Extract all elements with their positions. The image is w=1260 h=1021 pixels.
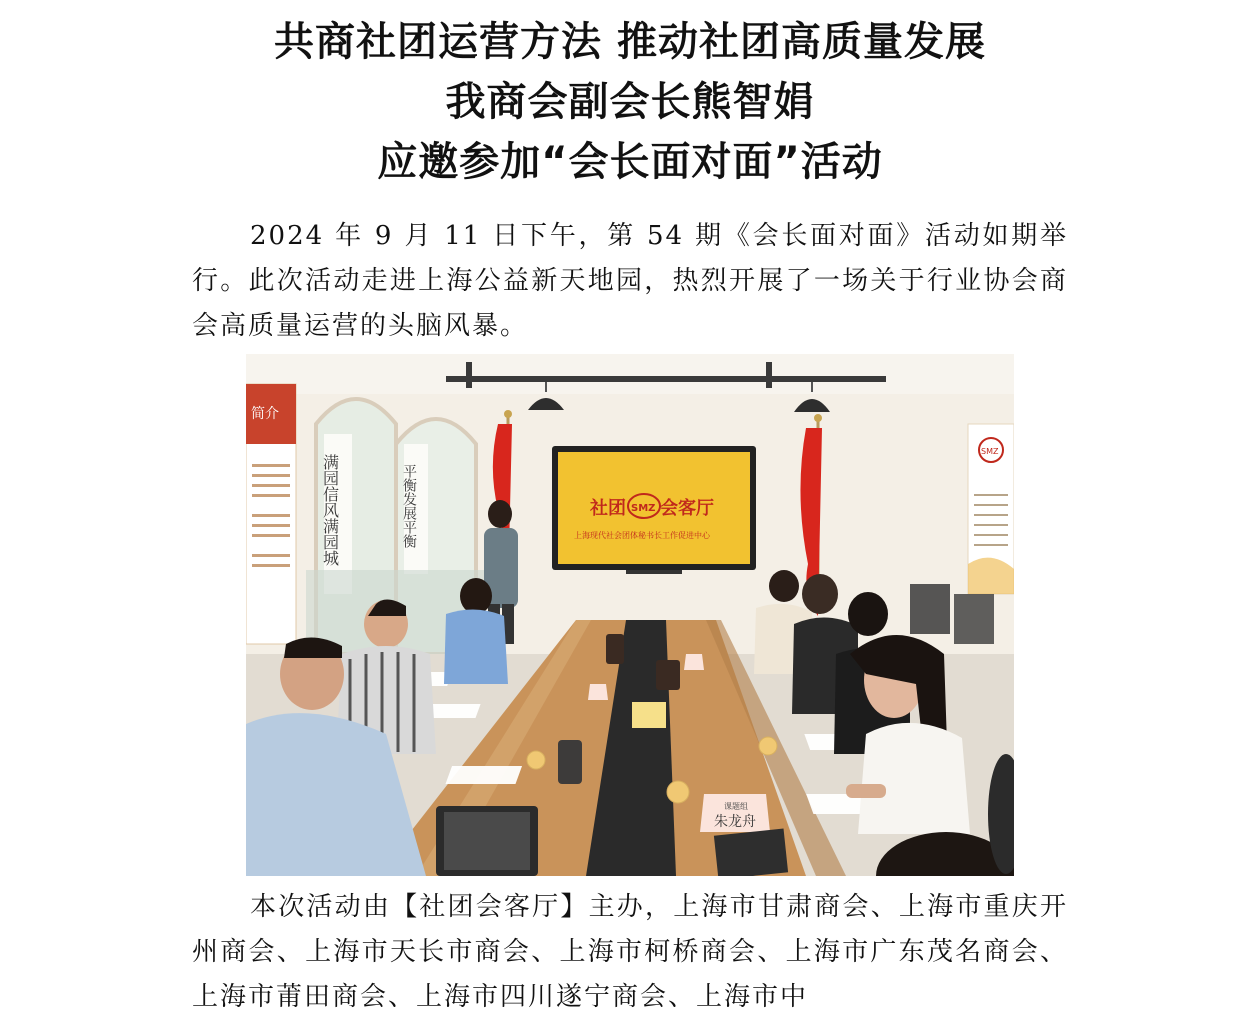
screen-title-right: 会客厅	[660, 498, 714, 519]
tv-screen	[552, 446, 756, 574]
wall-calligraphy-1: 满园信风满园城	[320, 454, 340, 566]
wall-panel-right-logo: SMZ	[981, 447, 999, 456]
headline-line-3: 应邀参加“会长面对面”活动	[377, 139, 883, 185]
headline-line-1: 共商社团运营方法 推动社团高质量发展	[274, 19, 986, 65]
headline-line-2: 我商会副会长熊智娟	[445, 79, 815, 125]
wall-panel-left	[246, 384, 296, 644]
name-card-small: 课题组	[724, 802, 748, 811]
screen-logo: SMZ	[631, 503, 656, 514]
name-card-name: 朱龙舟	[714, 814, 756, 830]
article-paragraph-1: 2024 年 9 月 11 日下午，第 54 期《会长面对面》活动如期举行。此次活动走进上海公益新天地园，热烈开展了一场关于行业协会商会高质量运营的头脑风暴。	[192, 221, 1068, 341]
wall-panel-right	[968, 424, 1014, 594]
screen-title-left: 社团	[590, 498, 626, 519]
article-paragraph-2: 本次活动由【社团会客厅】主办，上海市甘肃商会、上海市重庆开州商会、上海市天长市商会、上海市柯桥商会、上海市广东茂名商会、上海市莆田商会、上海市四川遂宁商会、上海市中	[192, 892, 1068, 1012]
wall-panel-left-title: 简介	[251, 406, 279, 422]
screen-subtitle: 上海现代社会团体秘书长工作促进中心	[574, 531, 710, 540]
meeting-photo	[246, 354, 1014, 876]
wall-calligraphy-2: 平衡发展平衡	[401, 464, 417, 548]
